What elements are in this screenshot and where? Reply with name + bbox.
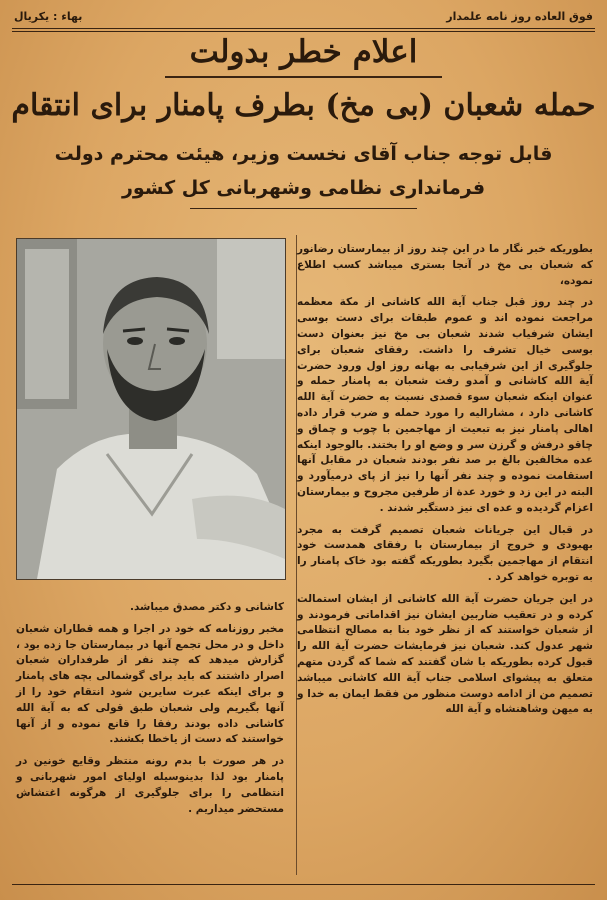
masthead-rule-double <box>12 31 595 32</box>
paragraph: در قبال این جریانات شعبان تصمیم گرفت به مجرد بهبودی و خروج از بیمارستان با رفقای همدست خود انتقام از مهاجمین بگیرد بطوریکه گفته بود خاک پامنار را به توبره خواهد کرد . <box>297 523 593 583</box>
subheadline-1: قابل توجه جناب آقای نخست وزیر، هیئت محترم دولت <box>54 143 553 165</box>
paragraph: بطوریکه خبر نگار ما در این چند روز از بیمارستان رضانور که شعبان بی مخ در آنجا بستری میباشد کسب اطلاع نموده، <box>297 243 593 287</box>
title-underline <box>165 76 442 78</box>
masthead-price: بهاء : یکریال <box>14 10 83 23</box>
bottom-rule <box>12 884 595 885</box>
paragraph: کاشانی و دکتر مصدق میباشد. <box>129 601 284 613</box>
paragraph: مخبر روزنامه که خود در اجرا و همه قطاران شعبان داخل و در محل تجمع آنها در بیمارستان جا زده بود ، گزارش میدهد که چند نفر از طرفداران شعبان اصرار داشتند که باید برای گوشمالی بچه های پامنار و برای اینکه عبرت سایرین شود انتقام خود را از آنها بگیریم ولی شعبان طبق قولی که به آیة الله کاشانی داده بودند رفقا را قانع نموده و از آنها خواستند که دست از یاخطا بکشند. <box>16 622 284 746</box>
page-title: اعلام خطر بدولت <box>189 34 418 70</box>
subheadline-2: فرمانداری نظامی وشهربانی کل کشور <box>121 177 486 199</box>
paragraph: در چند روز قبل جناب آیة الله کاشانی از مکة معظمه مراجعت نموده اند و عموم طبقات برای دست بوسی ایشان شرفیاب شدند شعبان بی مخ نیز بعنوان دست بوسی خیال تشرف را داشت. رفقای شعبان برای جلوگیری از این شرفیابی به بهانه روز اول ورود حضرت آیة الله کاشانی و آمدو رفت شعبان به پامنار حمله و عنوان اینکه شعبان سوء قصدی نسبت به حضرت آیة الله کاشانی دارد ، مشارالیه را مورد حمله و ضرب قرار داده اهالی پامنار نیز به تبعیت از مهاجمین با چوب و چماق و چاقو درفش و گرزن سر و وضع او را بختند. بالوجود اینکه عده مخالفین بالغ بر صد نفر بودند شعبان در مقابل آنها استقامت نموده و چند نفر آنها را نیز از پای درمیآورد و البته در این زد و خورد عدة از طرفین مجروح و بیمارستان اعزام گردیده و عده ای نیز دستگیر شدند . <box>297 296 593 514</box>
subheadline-underline <box>190 208 417 209</box>
article-column-right <box>297 242 593 724</box>
headline: حمله شعبان (بی مخ) بطرف پامنار برای انتقام <box>11 88 596 123</box>
portrait-illustration <box>17 239 285 579</box>
portrait-photo <box>16 238 286 580</box>
masthead-publication: فوق العاده روز نامه علمدار <box>446 10 593 23</box>
article-column-left <box>16 600 284 823</box>
masthead-rule <box>12 28 595 29</box>
paragraph: در هر صورت با بدم رونه منتظر وقایع خونین در پامنار بود لذا بدینوسیله اولیای امور شهربانی و انتظامی را برای جلوگیری از هرگونه اغتشاش مستحضر میداریم . <box>16 755 284 815</box>
paragraph: در این جریان حضرت آیة الله کاشانی از ایشان استمالت کرده و در تعقیب ضاربین ایشان نیز اقداماتی فرمودند و از شعبان خواستند که از نظر خود بنا به مصالح انتظامی شهر عدول کند. شعبان نیز فرمایشات حضرت آیة الله را قبول کرده بطوریکه با شان گفتند که شما که گردن متهم متعلق به پیشوای اسلامی جناب آیة الله کاشانی میباشد تصمیم من از ادامه دوست منظور من فقط ایمان به خدا و به میهن وشاهنشاه و آیة الله <box>297 592 593 716</box>
